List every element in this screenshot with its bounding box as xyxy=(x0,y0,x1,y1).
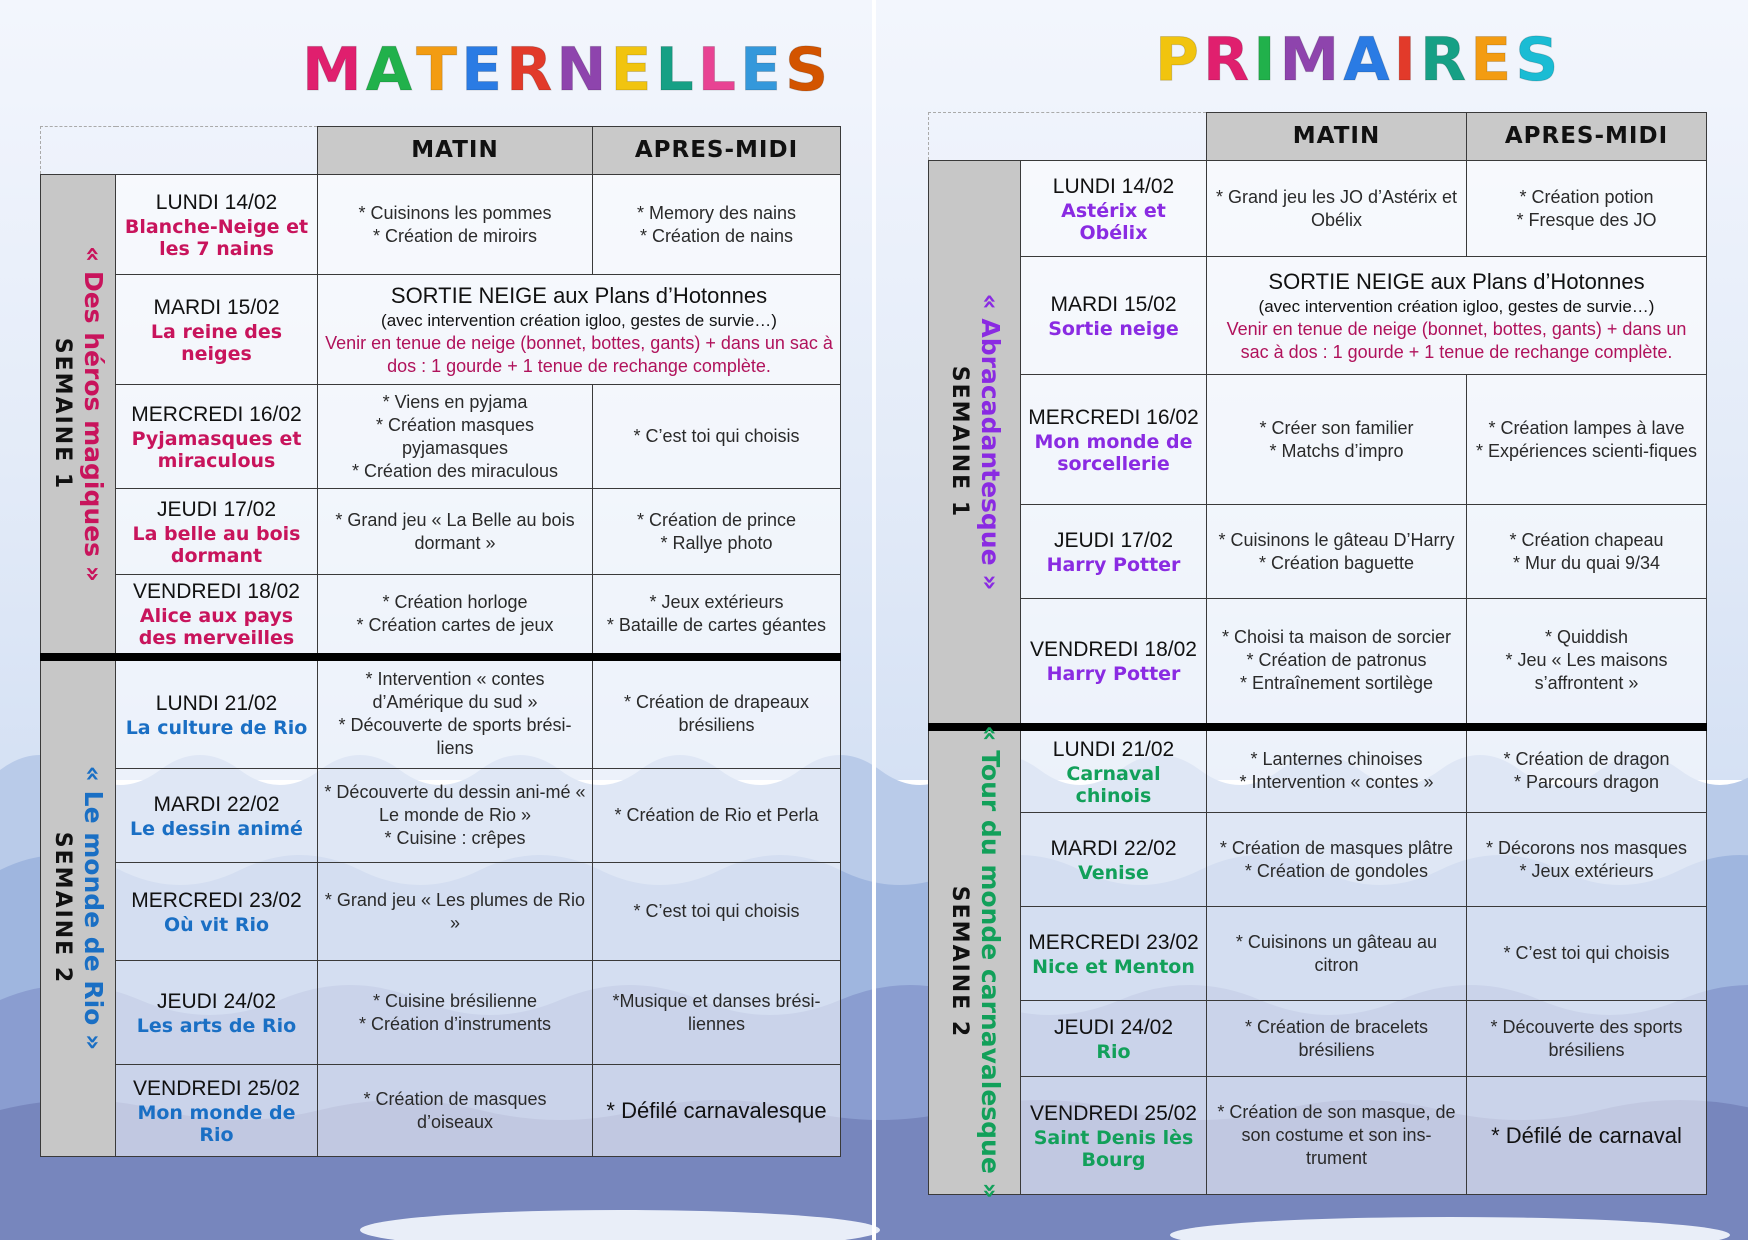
day-cell: MARDI 22/02 Le dessin animé xyxy=(116,769,318,863)
aprem-cell: * Décorons nos masques * Jeux extérieurs xyxy=(1467,813,1707,907)
title-letter: L xyxy=(697,35,740,105)
aprem-cell: *Musique et danses brési-liennes xyxy=(593,961,841,1065)
day-cell: MERCREDI 16/02 Pyjamasques et miraculous xyxy=(116,385,318,489)
title-letter: R xyxy=(1202,25,1254,95)
primaires-table xyxy=(928,112,1707,1199)
week-theme: « Abracadantesque » xyxy=(975,293,1005,591)
week-number: SEMAINE 2 xyxy=(50,832,75,985)
day-cell: MERCREDI 23/02 Nice et Menton xyxy=(1021,907,1207,1001)
title-letter: R xyxy=(1420,25,1471,95)
column-header-matin: MATIN xyxy=(1207,113,1467,161)
aprem-cell: * Jeux extérieurs * Bataille de cartes géantes xyxy=(593,575,841,657)
day-cell: MERCREDI 16/02 Mon monde de sorcellerie xyxy=(1021,375,1207,505)
aprem-cell: * C’est toi qui choisis xyxy=(1467,907,1707,1001)
title-letter: I xyxy=(1393,25,1420,95)
title-letter: P xyxy=(1155,25,1203,95)
matin-cell: * Cuisinons le gâteau D’Harry * Création baguette xyxy=(1207,505,1467,599)
aprem-cell: * Défilé carnavalesque xyxy=(593,1065,841,1157)
aprem-cell: * Quiddish * Jeu « Les maisons s’affrontent » xyxy=(1467,599,1707,727)
column-header-apres-midi: APRES-MIDI xyxy=(593,127,841,175)
title-letter: E xyxy=(739,35,785,105)
day-cell: LUNDI 21/02 Carnaval chinois xyxy=(1021,727,1207,813)
title-letter: E xyxy=(461,35,507,105)
aprem-cell: * Défilé de carnaval xyxy=(1467,1077,1707,1195)
day-cell: MARDI 15/02 Sortie neige xyxy=(1021,257,1207,375)
aprem-cell: * C’est toi qui choisis xyxy=(593,385,841,489)
title-letter: L xyxy=(655,35,698,105)
day-cell: JEUDI 17/02 La belle au bois dormant xyxy=(116,489,318,575)
day-cell: VENDREDI 25/02 Saint Denis lès Bourg xyxy=(1021,1077,1207,1195)
matin-cell: * Créer son familier * Matchs d’impro xyxy=(1207,375,1467,505)
day-cell: LUNDI 14/02 Astérix et Obélix xyxy=(1021,161,1207,257)
title-letter: E xyxy=(610,35,656,105)
day-cell: MARDI 22/02 Venise xyxy=(1021,813,1207,907)
table-corner xyxy=(929,113,1207,161)
primaires-title xyxy=(1155,25,1562,95)
week-number: SEMAINE 2 xyxy=(946,886,972,1039)
day-cell: LUNDI 21/02 La culture de Rio xyxy=(116,657,318,769)
week-2-label xyxy=(41,657,116,1157)
title-letter: S xyxy=(784,35,833,105)
week-1-label xyxy=(41,175,116,657)
sortie-cell: SORTIE NEIGE aux Plans d’Hotonnes (avec intervention création igloo, gestes de survie…) Venir en tenue de neige (bonnet, bottes, gants) + dans un sac à dos : 1 gourde + 1 tenue de rechange complète. xyxy=(1207,257,1707,375)
aprem-cell: * Découverte des sports brésiliens xyxy=(1467,1001,1707,1077)
day-cell: MARDI 15/02 La reine des neiges xyxy=(116,275,318,385)
matin-cell: * Création de masques plâtre * Création de gondoles xyxy=(1207,813,1467,907)
matin-cell: * Choisi ta maison de sorcier * Création de patronus * Entraînement sortilège xyxy=(1207,599,1467,727)
aprem-cell: * Création de dragon * Parcours dragon xyxy=(1467,727,1707,813)
page-divider xyxy=(872,0,876,1240)
matin-cell: * Découverte du dessin ani-mé « Le monde de Rio » * Cuisine : crêpes xyxy=(318,769,593,863)
aprem-cell: * Création de prince * Rallye photo xyxy=(593,489,841,575)
day-cell: JEUDI 24/02 Les arts de Rio xyxy=(116,961,318,1065)
sortie-cell: SORTIE NEIGE aux Plans d’Hotonnes (avec intervention création igloo, gestes de survie…) Venir en tenue de neige (bonnet, bottes, gants) + dans un sac à dos : 1 gourde + 1 tenue de rechange complète. xyxy=(318,275,841,385)
matin-cell: * Grand jeu les JO d’Astérix et Obélix xyxy=(1207,161,1467,257)
title-letter: R xyxy=(506,35,557,105)
week-1-label xyxy=(929,161,1021,727)
matin-cell: * Création horloge * Création cartes de jeux xyxy=(318,575,593,657)
maternelles-title xyxy=(302,35,832,105)
aprem-cell: * Création chapeau * Mur du quai 9/34 xyxy=(1467,505,1707,599)
day-cell: VENDREDI 18/02 Alice aux pays des merveilles xyxy=(116,575,318,657)
matin-cell: * Cuisinons les pommes * Création de miroirs xyxy=(318,175,593,275)
aprem-cell: * Création potion * Fresque des JO xyxy=(1467,161,1707,257)
maternelles-table xyxy=(40,126,841,1157)
table-corner xyxy=(41,127,318,175)
matin-cell: * Cuisinons un gâteau au citron xyxy=(1207,907,1467,1001)
day-cell: JEUDI 17/02 Harry Potter xyxy=(1021,505,1207,599)
aprem-cell: * Création lampes à lave * Expériences scienti-fiques xyxy=(1467,375,1707,505)
matin-cell: * Grand jeu « La Belle au bois dormant » xyxy=(318,489,593,575)
column-header-apres-midi: APRES-MIDI xyxy=(1467,113,1707,161)
week-number: SEMAINE 1 xyxy=(946,365,972,518)
title-letter: A xyxy=(365,35,417,105)
day-cell: VENDREDI 25/02 Mon monde de Rio xyxy=(116,1065,318,1157)
aprem-cell: * Création de drapeaux brésiliens xyxy=(593,657,841,769)
column-header-matin: MATIN xyxy=(318,127,593,175)
aprem-cell: * Memory des nains * Création de nains xyxy=(593,175,841,275)
title-letter: N xyxy=(556,35,611,105)
week-theme: « Des héros magiques » xyxy=(79,245,108,582)
matin-cell: * Cuisine brésilienne * Création d’instruments xyxy=(318,961,593,1065)
matin-cell: * Création de son masque, de son costume et son ins-trument xyxy=(1207,1077,1467,1195)
matin-cell: * Grand jeu « Les plumes de Rio » xyxy=(318,863,593,961)
matin-cell: * Création de bracelets brésiliens xyxy=(1207,1001,1467,1077)
aprem-cell: * C’est toi qui choisis xyxy=(593,863,841,961)
title-letter: A xyxy=(1343,25,1394,95)
day-cell: LUNDI 14/02 Blanche-Neige et les 7 nains xyxy=(116,175,318,275)
week-theme: « Le monde de Rio » xyxy=(79,766,108,1051)
week-number: SEMAINE 1 xyxy=(50,337,75,490)
day-cell: MERCREDI 23/02 Où vit Rio xyxy=(116,863,318,961)
aprem-cell: * Création de Rio et Perla xyxy=(593,769,841,863)
title-letter: T xyxy=(416,35,462,105)
title-letter: E xyxy=(1470,25,1516,95)
title-letter: I xyxy=(1253,25,1280,95)
matin-cell: * Lanternes chinoises * Intervention « contes » xyxy=(1207,727,1467,813)
matin-cell: * Viens en pyjama * Création masques pyjamasques * Création des miraculous xyxy=(318,385,593,489)
week-theme: « Tour du monde carnavalesque » xyxy=(975,725,1005,1199)
matin-cell: * Intervention « contes d’Amérique du sud » * Découverte de sports brési-liens xyxy=(318,657,593,769)
title-letter: M xyxy=(302,35,366,105)
day-cell: JEUDI 24/02 Rio xyxy=(1021,1001,1207,1077)
week-2-label xyxy=(929,725,1021,1199)
day-cell: VENDREDI 18/02 Harry Potter xyxy=(1021,599,1207,727)
matin-cell: * Création de masques d’oiseaux xyxy=(318,1065,593,1157)
title-letter: M xyxy=(1279,25,1344,95)
title-letter: S xyxy=(1515,25,1563,95)
